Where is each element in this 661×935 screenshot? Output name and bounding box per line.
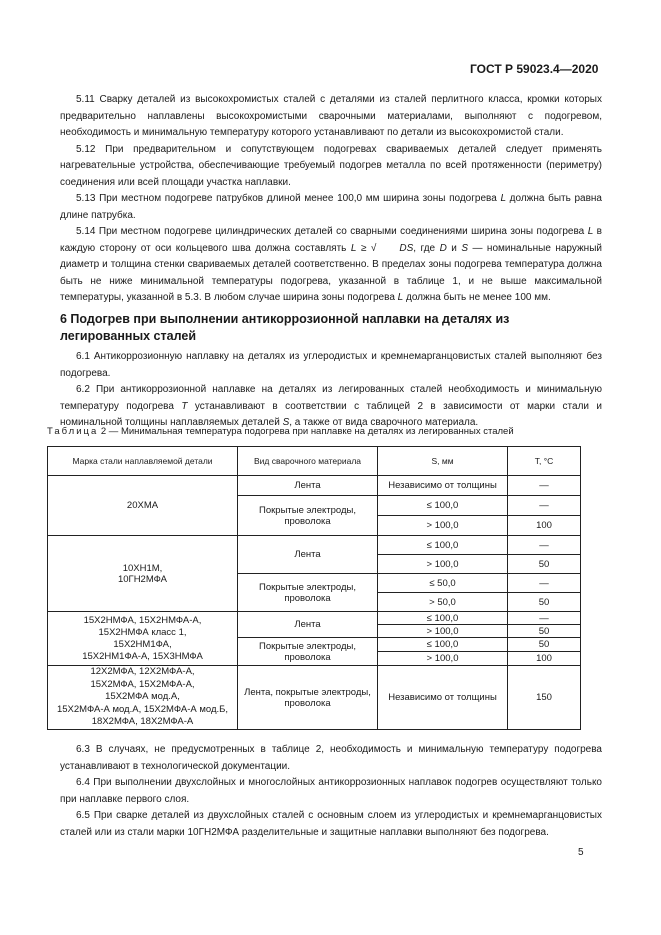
temperature-cell: —	[508, 496, 581, 516]
temperature-cell: —	[508, 574, 581, 593]
thickness-cell: ≤ 100,0	[378, 536, 508, 555]
steel-cell: 12Х2МФА, 12Х2МФА-А, 15Х2МФА, 15Х2МФА-А, 15Х2МФА мод.А, 15Х2МФА-А мод.А, 15Х2МФА-А мод.Б, 18Х2МФА, 18Х2МФА-А	[48, 666, 238, 730]
paragraphs-5	[60, 92, 602, 307]
temperature-cell: —	[508, 476, 581, 496]
temperature-cell: 150	[508, 666, 581, 730]
thickness-cell: Независимо от толщины	[378, 476, 508, 496]
header-temperature: T, °C	[508, 447, 581, 476]
thickness-cell: > 100,0	[378, 555, 508, 574]
thickness-cell: Независимо от толщины	[378, 666, 508, 730]
temperature-cell: 50	[508, 555, 581, 574]
table-header-row	[48, 447, 581, 476]
table-row	[48, 612, 581, 625]
thickness-cell: ≤ 100,0	[378, 496, 508, 516]
thickness-cell: > 100,0	[378, 516, 508, 536]
header-steel: Марка стали наплавляемой детали	[48, 447, 238, 476]
table-row	[48, 476, 581, 496]
material-cell: Покрытые электроды, проволока	[238, 574, 378, 612]
paragraph-5-12: 5.12 При предварительном и сопутствующем подогревах свариваемых деталей следует применять нагревательные устройства, обеспечивающие требуемый подогрев металла по всей протяженности (периметру) соединения или всей площади участка наплавки.	[60, 143, 602, 188]
paragraph-6-2: 6.2 При антикоррозионной наплавке на деталях из легированных сталей необходимость и минимальную температуру подогрева T устанавливают в соответствии с таблицей 2 в зависимости от марки стали и номинальной толщины наплавляемых деталей S, а также от вида сварочного материала.	[60, 384, 602, 428]
steel-cell: 15Х2НМФА, 15Х2НМФА-А, 15Х2НМФА класс 1, 15Х2НМ1ФА, 15Х2НМ1ФА-А, 15Х3НМФА	[48, 612, 238, 666]
paragraph-6-3: 6.3 В случаях, не предусмотренных в таблице 2, необходимость и минимальную температуру подогрева устанавливают в технологической документации.	[60, 744, 602, 772]
header-material: Вид сварочного материала	[238, 447, 378, 476]
steel-cell: 20ХМА	[48, 476, 238, 536]
thickness-cell: > 100,0	[378, 652, 508, 666]
material-cell: Лента	[238, 476, 378, 496]
paragraph-5-14: 5.14 При местном подогреве цилиндрических деталей со сварными соединениями ширина зоны подогрева L в каждую сторону от оси кольцевого шва должна составлять L ≥ √ DS, где D и S — номинальные наружный диаметр и толщина стенки свариваемых деталей соответственно. В пределах зоны подогрева температура должна быть не ниже минимальной температуры подогрева, указанной в таблице 1, и не выше максимальной температуры, указанной в 5.3. В любом случае ширина зоны подогрева L должна быть не менее 100 мм.	[60, 226, 602, 303]
table-2	[47, 446, 581, 730]
section-6-title: 6 Подогрев при выполнении антикоррозионной наплавки на деталях из легированных сталей	[60, 312, 510, 343]
paragraph-6-4: 6.4 При выполнении двухслойных и многослойных антикоррозионных наплавок подогрев осуществляют только при наплавке первого слоя.	[60, 777, 602, 805]
table-row	[48, 536, 581, 555]
material-cell: Лента, покрытые электроды, проволока	[238, 666, 378, 730]
document-header: ГОСТ Р 59023.4—2020	[470, 62, 599, 76]
paragraph-5-13: 5.13 При местном подогреве патрубков длиной менее 100,0 мм ширина зоны подогрева L должна быть равна длине патрубка.	[60, 193, 602, 221]
material-cell: Покрытые электроды, проволока	[238, 496, 378, 536]
paragraphs-6-cont	[60, 742, 602, 841]
temperature-cell: 100	[508, 652, 581, 666]
material-cell: Лента	[238, 612, 378, 638]
material-cell: Покрытые электроды, проволока	[238, 638, 378, 666]
temperature-cell: —	[508, 612, 581, 625]
thickness-cell: > 50,0	[378, 593, 508, 612]
paragraph-6-1: 6.1 Антикоррозионную наплавку на деталях из углеродистых и кремнемарганцовистых сталей выполняют без подогрева.	[60, 351, 602, 379]
page-number: 5	[578, 847, 584, 858]
thickness-cell: ≤ 50,0	[378, 574, 508, 593]
table-row	[48, 666, 581, 730]
paragraph-5-11: 5.11 Сварку деталей из высокохромистых сталей с деталями из сталей перлитного класса, кромки которых предварительно наплавлены высокохромистыми сварочными материалами, выполняют с подогревом, необходимость и минимальную температуру которого устанавливают по детали из высокохромистой стали.	[60, 94, 602, 138]
steel-cell: 10ХН1М, 10ГН2МФА	[48, 536, 238, 612]
temperature-cell: 50	[508, 593, 581, 612]
thickness-cell: > 100,0	[378, 625, 508, 638]
temperature-cell: 50	[508, 638, 581, 652]
header-thickness: S, мм	[378, 447, 508, 476]
material-cell: Лента	[238, 536, 378, 574]
table-caption: Таблица 2 — Минимальная температура подогрева при наплавке на деталях из легированных сталей	[47, 426, 514, 437]
temperature-cell: —	[508, 536, 581, 555]
thickness-cell: ≤ 100,0	[378, 612, 508, 625]
temperature-cell: 50	[508, 625, 581, 638]
paragraph-6-5: 6.5 При сварке деталей из двухслойных сталей с основным слоем из углеродистых и кремнемарганцовистых сталей или из стали марки 10ГН2МФА разделительные и защитные наплавки выполняют без подогрева.	[60, 810, 602, 838]
temperature-cell: 100	[508, 516, 581, 536]
thickness-cell: ≤ 100,0	[378, 638, 508, 652]
paragraphs-6	[60, 349, 602, 432]
sqrt-formula: √ DS	[370, 242, 414, 254]
